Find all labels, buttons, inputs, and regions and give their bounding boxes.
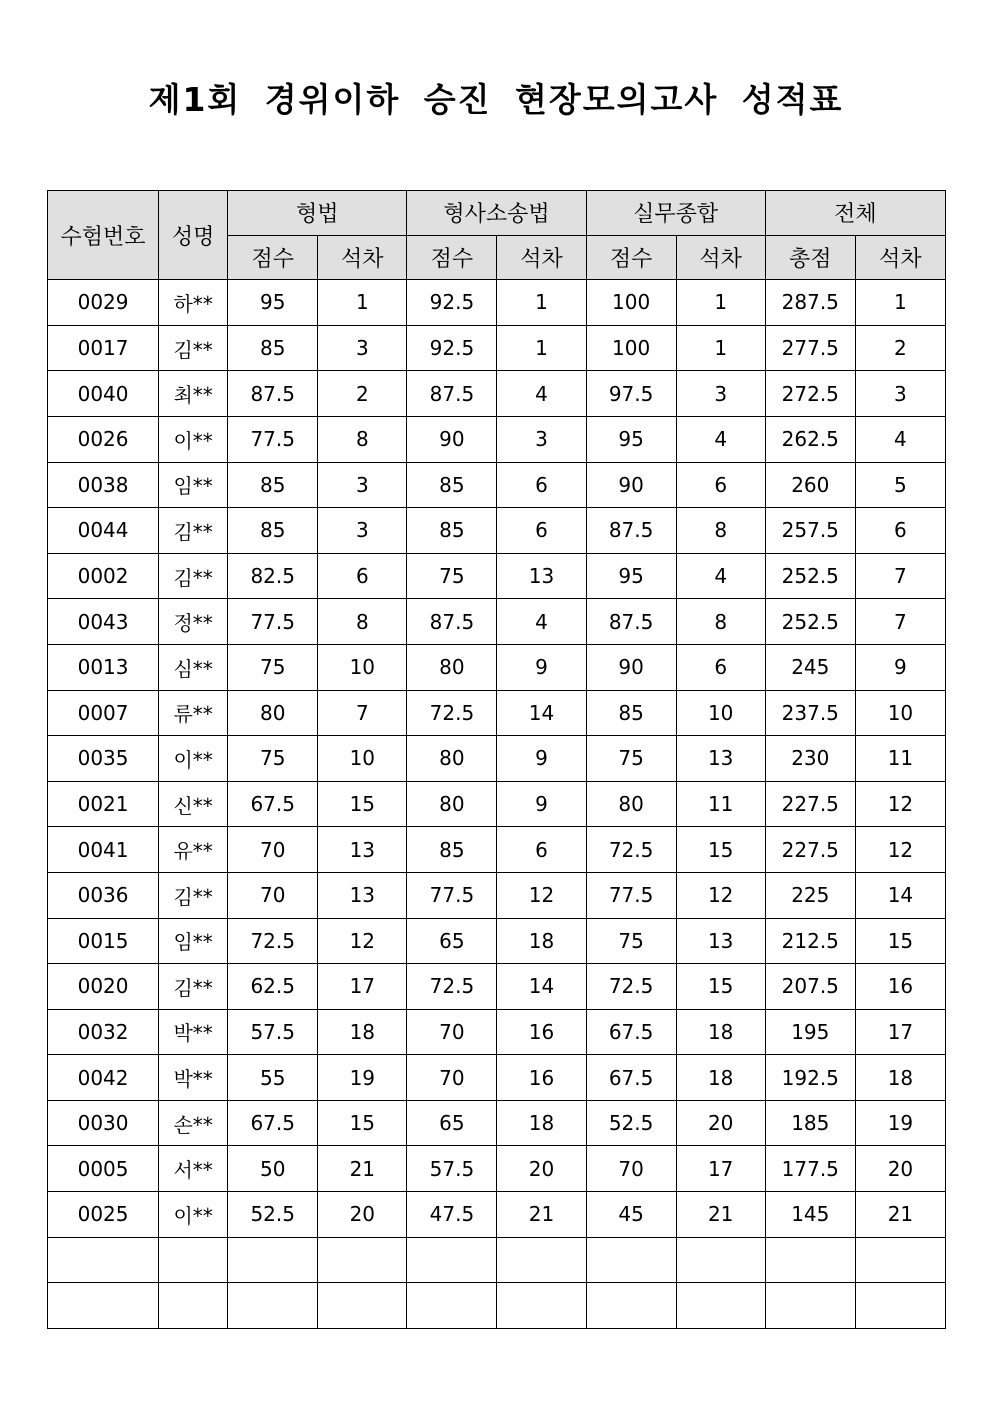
criminal-procedure-rank-cell: 6 xyxy=(497,462,586,508)
total-score-cell: 277.5 xyxy=(765,325,855,371)
total-rank-cell xyxy=(855,1283,945,1329)
total-score-cell: 262.5 xyxy=(765,416,855,462)
exam-number-cell: 0007 xyxy=(48,690,159,736)
practical-rank-cell: 21 xyxy=(676,1192,765,1238)
exam-number-cell: 0042 xyxy=(48,1055,159,1101)
group-header-practical: 실무종합 xyxy=(586,191,765,236)
criminal-procedure-score-cell xyxy=(407,1237,497,1283)
name-cell: 하** xyxy=(159,280,228,326)
criminal-law-rank-cell: 1 xyxy=(318,280,407,326)
table-row xyxy=(48,371,946,417)
practical-score-cell: 95 xyxy=(586,416,676,462)
exam-number-cell: 0013 xyxy=(48,644,159,690)
total-rank-cell: 7 xyxy=(855,553,945,599)
practical-rank-cell: 1 xyxy=(676,280,765,326)
criminal-procedure-score-cell: 72.5 xyxy=(407,690,497,736)
table-row xyxy=(48,325,946,371)
col-header-exam-number: 수험번호 xyxy=(48,191,159,280)
name-cell xyxy=(159,1283,228,1329)
total-score-cell: 230 xyxy=(765,736,855,782)
table-row xyxy=(48,1146,946,1192)
table-row xyxy=(48,508,946,554)
name-cell: 류** xyxy=(159,690,228,736)
criminal-law-rank-cell: 20 xyxy=(318,1192,407,1238)
criminal-procedure-rank-cell: 6 xyxy=(497,827,586,873)
table-body xyxy=(48,280,946,1329)
page-title: 제1회 경위이하 승진 현장모의고사 성적표 xyxy=(148,80,844,119)
practical-rank-cell: 8 xyxy=(676,599,765,645)
criminal-procedure-rank-cell: 20 xyxy=(497,1146,586,1192)
criminal-procedure-rank-cell: 16 xyxy=(497,1055,586,1101)
practical-score-cell: 100 xyxy=(586,280,676,326)
exam-number-cell: 0002 xyxy=(48,553,159,599)
total-rank-cell: 18 xyxy=(855,1055,945,1101)
table-row xyxy=(48,1283,946,1329)
criminal-law-rank-cell: 3 xyxy=(318,508,407,554)
table-row xyxy=(48,462,946,508)
criminal-procedure-score-cell: 87.5 xyxy=(407,599,497,645)
criminal-law-rank-cell: 10 xyxy=(318,736,407,782)
name-cell: 이** xyxy=(159,736,228,782)
exam-number-cell: 0021 xyxy=(48,781,159,827)
criminal-procedure-rank-cell: 4 xyxy=(497,371,586,417)
total-score-cell: 212.5 xyxy=(765,918,855,964)
criminal-law-rank-cell: 7 xyxy=(318,690,407,736)
total-rank-cell: 15 xyxy=(855,918,945,964)
table-row xyxy=(48,1055,946,1101)
total-score-cell: 272.5 xyxy=(765,371,855,417)
table-row xyxy=(48,827,946,873)
criminal-law-rank-cell: 2 xyxy=(318,371,407,417)
criminal-law-rank-cell xyxy=(318,1283,407,1329)
criminal-law-rank-cell: 6 xyxy=(318,553,407,599)
criminal-procedure-rank-cell: 18 xyxy=(497,918,586,964)
criminal-law-score-cell: 80 xyxy=(228,690,318,736)
total-score-cell: 227.5 xyxy=(765,781,855,827)
total-rank-cell: 12 xyxy=(855,781,945,827)
exam-number-cell: 0044 xyxy=(48,508,159,554)
criminal-law-score-cell xyxy=(228,1237,318,1283)
criminal-procedure-score-cell: 85 xyxy=(407,462,497,508)
practical-rank-cell: 17 xyxy=(676,1146,765,1192)
criminal-procedure-rank-cell: 9 xyxy=(497,736,586,782)
practical-score-cell: 77.5 xyxy=(586,872,676,918)
total-score-cell: 185 xyxy=(765,1100,855,1146)
total-rank-cell: 9 xyxy=(855,644,945,690)
criminal-law-score-cell: 75 xyxy=(228,644,318,690)
practical-score-cell: 100 xyxy=(586,325,676,371)
criminal-law-rank-cell: 17 xyxy=(318,964,407,1010)
table-row xyxy=(48,1100,946,1146)
criminal-procedure-rank-cell: 14 xyxy=(497,964,586,1010)
total-rank-cell: 21 xyxy=(855,1192,945,1238)
criminal-law-score-cell: 82.5 xyxy=(228,553,318,599)
total-rank-cell: 11 xyxy=(855,736,945,782)
criminal-procedure-score-cell: 65 xyxy=(407,918,497,964)
practical-score-cell: 80 xyxy=(586,781,676,827)
criminal-law-score-cell xyxy=(228,1283,318,1329)
total-score-cell: 207.5 xyxy=(765,964,855,1010)
practical-rank-cell: 8 xyxy=(676,508,765,554)
total-score-cell: 195 xyxy=(765,1009,855,1055)
practical-rank-cell: 18 xyxy=(676,1055,765,1101)
criminal-law-score-cell: 77.5 xyxy=(228,416,318,462)
criminal-procedure-rank-cell: 13 xyxy=(497,553,586,599)
practical-rank-cell: 1 xyxy=(676,325,765,371)
total-rank-cell: 14 xyxy=(855,872,945,918)
total-rank-cell: 16 xyxy=(855,964,945,1010)
sub-header-rank: 석차 xyxy=(318,235,407,280)
practical-rank-cell: 13 xyxy=(676,918,765,964)
name-cell: 유** xyxy=(159,827,228,873)
criminal-law-score-cell: 70 xyxy=(228,872,318,918)
exam-number-cell: 0017 xyxy=(48,325,159,371)
practical-score-cell: 90 xyxy=(586,644,676,690)
practical-score-cell: 95 xyxy=(586,553,676,599)
table-row xyxy=(48,736,946,782)
criminal-procedure-score-cell: 57.5 xyxy=(407,1146,497,1192)
total-rank-cell xyxy=(855,1237,945,1283)
exam-number-cell: 0035 xyxy=(48,736,159,782)
table-row xyxy=(48,1192,946,1238)
sub-header-total-score: 총점 xyxy=(765,235,855,280)
name-cell: 심** xyxy=(159,644,228,690)
name-cell: 임** xyxy=(159,918,228,964)
total-score-cell: 260 xyxy=(765,462,855,508)
total-score-cell: 177.5 xyxy=(765,1146,855,1192)
criminal-procedure-score-cell: 80 xyxy=(407,781,497,827)
criminal-procedure-rank-cell: 9 xyxy=(497,781,586,827)
exam-number-cell: 0036 xyxy=(48,872,159,918)
total-rank-cell: 10 xyxy=(855,690,945,736)
total-score-cell: 252.5 xyxy=(765,553,855,599)
total-score-cell: 245 xyxy=(765,644,855,690)
practical-score-cell: 52.5 xyxy=(586,1100,676,1146)
total-rank-cell: 2 xyxy=(855,325,945,371)
name-cell: 정** xyxy=(159,599,228,645)
practical-rank-cell: 10 xyxy=(676,690,765,736)
criminal-procedure-score-cell: 87.5 xyxy=(407,371,497,417)
practical-score-cell: 90 xyxy=(586,462,676,508)
exam-number-cell: 0020 xyxy=(48,964,159,1010)
table-row xyxy=(48,599,946,645)
table-row xyxy=(48,964,946,1010)
criminal-procedure-rank-cell: 21 xyxy=(497,1192,586,1238)
exam-number-cell: 0005 xyxy=(48,1146,159,1192)
total-rank-cell: 1 xyxy=(855,280,945,326)
name-cell: 서** xyxy=(159,1146,228,1192)
criminal-law-score-cell: 72.5 xyxy=(228,918,318,964)
criminal-procedure-score-cell: 92.5 xyxy=(407,325,497,371)
practical-score-cell: 72.5 xyxy=(586,964,676,1010)
total-score-cell xyxy=(765,1283,855,1329)
practical-score-cell: 45 xyxy=(586,1192,676,1238)
total-rank-cell: 6 xyxy=(855,508,945,554)
total-score-cell: 225 xyxy=(765,872,855,918)
practical-rank-cell: 6 xyxy=(676,462,765,508)
name-cell: 최** xyxy=(159,371,228,417)
sub-header-rank: 석차 xyxy=(855,235,945,280)
total-score-cell: 145 xyxy=(765,1192,855,1238)
header-row-groups xyxy=(48,191,946,236)
criminal-law-rank-cell: 21 xyxy=(318,1146,407,1192)
criminal-procedure-score-cell xyxy=(407,1283,497,1329)
criminal-law-rank-cell: 3 xyxy=(318,462,407,508)
total-rank-cell: 12 xyxy=(855,827,945,873)
criminal-procedure-rank-cell: 3 xyxy=(497,416,586,462)
table-row xyxy=(48,872,946,918)
name-cell xyxy=(159,1237,228,1283)
criminal-procedure-score-cell: 72.5 xyxy=(407,964,497,1010)
practical-rank-cell xyxy=(676,1237,765,1283)
criminal-procedure-score-cell: 70 xyxy=(407,1055,497,1101)
criminal-law-rank-cell xyxy=(318,1237,407,1283)
col-header-name: 성명 xyxy=(159,191,228,280)
total-rank-cell: 7 xyxy=(855,599,945,645)
criminal-procedure-score-cell: 70 xyxy=(407,1009,497,1055)
practical-score-cell xyxy=(586,1237,676,1283)
criminal-law-score-cell: 67.5 xyxy=(228,1100,318,1146)
exam-number-cell xyxy=(48,1283,159,1329)
exam-number-cell: 0041 xyxy=(48,827,159,873)
criminal-law-score-cell: 85 xyxy=(228,462,318,508)
criminal-law-rank-cell: 12 xyxy=(318,918,407,964)
exam-number-cell: 0040 xyxy=(48,371,159,417)
practical-score-cell: 97.5 xyxy=(586,371,676,417)
criminal-law-rank-cell: 19 xyxy=(318,1055,407,1101)
criminal-law-score-cell: 95 xyxy=(228,280,318,326)
criminal-law-score-cell: 85 xyxy=(228,508,318,554)
criminal-law-rank-cell: 15 xyxy=(318,781,407,827)
total-score-cell: 257.5 xyxy=(765,508,855,554)
total-score-cell: 192.5 xyxy=(765,1055,855,1101)
criminal-procedure-score-cell: 85 xyxy=(407,827,497,873)
table-row xyxy=(48,644,946,690)
name-cell: 임** xyxy=(159,462,228,508)
practical-score-cell: 75 xyxy=(586,918,676,964)
criminal-procedure-rank-cell: 1 xyxy=(497,325,586,371)
table-row xyxy=(48,781,946,827)
exam-number-cell: 0043 xyxy=(48,599,159,645)
name-cell: 김** xyxy=(159,964,228,1010)
exam-number-cell xyxy=(48,1237,159,1283)
total-score-cell: 227.5 xyxy=(765,827,855,873)
name-cell: 김** xyxy=(159,553,228,599)
name-cell: 박** xyxy=(159,1055,228,1101)
total-score-cell xyxy=(765,1237,855,1283)
table-row xyxy=(48,690,946,736)
exam-number-cell: 0015 xyxy=(48,918,159,964)
criminal-law-rank-cell: 15 xyxy=(318,1100,407,1146)
total-score-cell: 287.5 xyxy=(765,280,855,326)
name-cell: 김** xyxy=(159,508,228,554)
criminal-law-rank-cell: 8 xyxy=(318,599,407,645)
name-cell: 박** xyxy=(159,1009,228,1055)
practical-score-cell: 67.5 xyxy=(586,1055,676,1101)
criminal-procedure-score-cell: 80 xyxy=(407,644,497,690)
sub-header-rank: 석차 xyxy=(497,235,586,280)
name-cell: 손** xyxy=(159,1100,228,1146)
total-rank-cell: 4 xyxy=(855,416,945,462)
practical-rank-cell: 18 xyxy=(676,1009,765,1055)
practical-rank-cell: 3 xyxy=(676,371,765,417)
practical-rank-cell: 4 xyxy=(676,416,765,462)
total-rank-cell: 17 xyxy=(855,1009,945,1055)
practical-rank-cell xyxy=(676,1283,765,1329)
criminal-procedure-score-cell: 47.5 xyxy=(407,1192,497,1238)
criminal-law-score-cell: 70 xyxy=(228,827,318,873)
criminal-procedure-rank-cell: 12 xyxy=(497,872,586,918)
total-rank-cell: 20 xyxy=(855,1146,945,1192)
criminal-law-score-cell: 57.5 xyxy=(228,1009,318,1055)
table-row xyxy=(48,1009,946,1055)
criminal-law-rank-cell: 13 xyxy=(318,872,407,918)
practical-rank-cell: 11 xyxy=(676,781,765,827)
criminal-procedure-score-cell: 80 xyxy=(407,736,497,782)
practical-rank-cell: 4 xyxy=(676,553,765,599)
criminal-law-score-cell: 62.5 xyxy=(228,964,318,1010)
criminal-procedure-rank-cell: 6 xyxy=(497,508,586,554)
criminal-law-score-cell: 55 xyxy=(228,1055,318,1101)
criminal-law-score-cell: 67.5 xyxy=(228,781,318,827)
table-row xyxy=(48,1237,946,1283)
criminal-procedure-score-cell: 90 xyxy=(407,416,497,462)
name-cell: 김** xyxy=(159,325,228,371)
practical-score-cell: 85 xyxy=(586,690,676,736)
practical-score-cell: 72.5 xyxy=(586,827,676,873)
criminal-law-score-cell: 50 xyxy=(228,1146,318,1192)
criminal-law-score-cell: 85 xyxy=(228,325,318,371)
criminal-procedure-rank-cell: 4 xyxy=(497,599,586,645)
exam-number-cell: 0026 xyxy=(48,416,159,462)
group-header-criminal-procedure: 형사소송법 xyxy=(407,191,586,236)
practical-rank-cell: 12 xyxy=(676,872,765,918)
criminal-law-rank-cell: 8 xyxy=(318,416,407,462)
criminal-law-score-cell: 75 xyxy=(228,736,318,782)
sub-header-score: 점수 xyxy=(586,235,676,280)
criminal-procedure-score-cell: 85 xyxy=(407,508,497,554)
name-cell: 이** xyxy=(159,416,228,462)
total-score-cell: 252.5 xyxy=(765,599,855,645)
criminal-procedure-score-cell: 65 xyxy=(407,1100,497,1146)
table-header xyxy=(48,191,946,280)
practical-score-cell: 70 xyxy=(586,1146,676,1192)
exam-number-cell: 0038 xyxy=(48,462,159,508)
exam-number-cell: 0030 xyxy=(48,1100,159,1146)
criminal-law-score-cell: 52.5 xyxy=(228,1192,318,1238)
table-row xyxy=(48,553,946,599)
exam-number-cell: 0032 xyxy=(48,1009,159,1055)
practical-score-cell: 75 xyxy=(586,736,676,782)
sub-header-rank: 석차 xyxy=(676,235,765,280)
criminal-procedure-score-cell: 92.5 xyxy=(407,280,497,326)
total-score-cell: 237.5 xyxy=(765,690,855,736)
criminal-law-rank-cell: 18 xyxy=(318,1009,407,1055)
criminal-procedure-rank-cell: 16 xyxy=(497,1009,586,1055)
score-table xyxy=(47,190,946,1329)
name-cell: 신** xyxy=(159,781,228,827)
practical-score-cell: 67.5 xyxy=(586,1009,676,1055)
criminal-procedure-rank-cell: 18 xyxy=(497,1100,586,1146)
table-row xyxy=(48,280,946,326)
practical-rank-cell: 13 xyxy=(676,736,765,782)
group-header-criminal-law: 형법 xyxy=(228,191,407,236)
criminal-procedure-rank-cell: 9 xyxy=(497,644,586,690)
name-cell: 김** xyxy=(159,872,228,918)
criminal-procedure-score-cell: 77.5 xyxy=(407,872,497,918)
exam-number-cell: 0025 xyxy=(48,1192,159,1238)
practical-score-cell xyxy=(586,1283,676,1329)
practical-rank-cell: 20 xyxy=(676,1100,765,1146)
sub-header-score: 점수 xyxy=(407,235,497,280)
criminal-procedure-rank-cell xyxy=(497,1237,586,1283)
practical-rank-cell: 15 xyxy=(676,964,765,1010)
exam-number-cell: 0029 xyxy=(48,280,159,326)
criminal-procedure-rank-cell: 14 xyxy=(497,690,586,736)
sub-header-score: 점수 xyxy=(228,235,318,280)
table-row xyxy=(48,416,946,462)
group-header-total: 전체 xyxy=(765,191,945,236)
criminal-law-rank-cell: 3 xyxy=(318,325,407,371)
table-row xyxy=(48,918,946,964)
name-cell: 이** xyxy=(159,1192,228,1238)
practical-rank-cell: 15 xyxy=(676,827,765,873)
practical-rank-cell: 6 xyxy=(676,644,765,690)
criminal-law-score-cell: 87.5 xyxy=(228,371,318,417)
practical-score-cell: 87.5 xyxy=(586,599,676,645)
total-rank-cell: 19 xyxy=(855,1100,945,1146)
criminal-procedure-rank-cell: 1 xyxy=(497,280,586,326)
criminal-procedure-rank-cell xyxy=(497,1283,586,1329)
practical-score-cell: 87.5 xyxy=(586,508,676,554)
criminal-law-score-cell: 77.5 xyxy=(228,599,318,645)
criminal-law-rank-cell: 13 xyxy=(318,827,407,873)
criminal-procedure-score-cell: 75 xyxy=(407,553,497,599)
total-rank-cell: 3 xyxy=(855,371,945,417)
total-rank-cell: 5 xyxy=(855,462,945,508)
criminal-law-rank-cell: 10 xyxy=(318,644,407,690)
